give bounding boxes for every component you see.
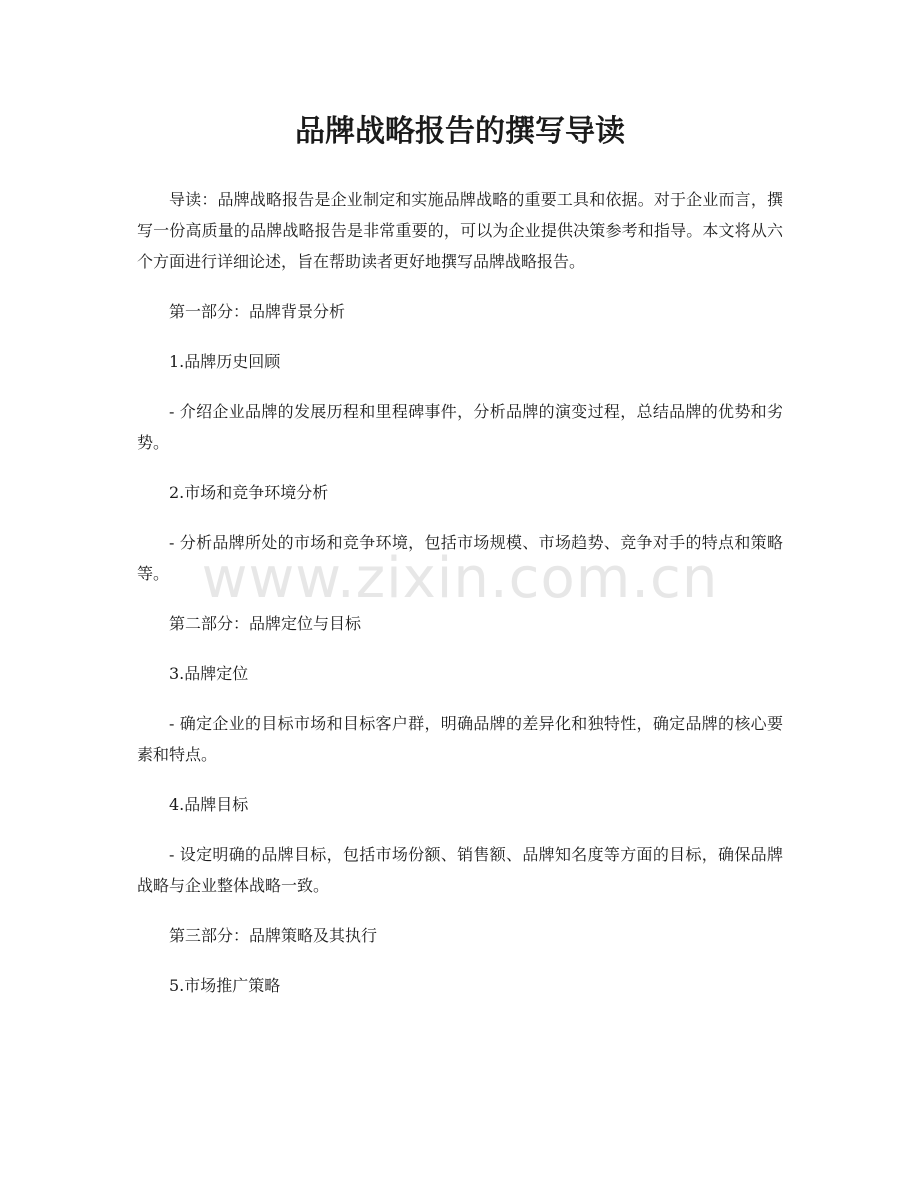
subheading-brand-positioning: 3.品牌定位: [169, 664, 249, 683]
section-heading-part-1: 第一部分：品牌背景分析: [169, 302, 346, 321]
document-title: 品牌战略报告的撰写导读: [295, 114, 625, 149]
document-body: [137, 184, 783, 1020]
paragraph-brand-goals: - 设定明确的品牌目标，包括市场份额、销售额、品牌知名度等方面的目标，确保品牌战略与企业整体战略一致。: [137, 845, 783, 895]
section-heading-part-3: 第三部分：品牌策略及其执行: [169, 926, 378, 945]
watermark: www.zixin.com.cn: [201, 546, 719, 611]
section-heading-part-2: 第二部分：品牌定位与目标: [169, 614, 362, 633]
subheading-market-competition: 2.市场和竞争环境分析: [169, 483, 329, 502]
paragraph-brand-history: - 介绍企业品牌的发展历程和里程碑事件，分析品牌的演变过程，总结品牌的优势和劣势。: [137, 402, 783, 452]
subheading-marketing-strategy: 5.市场推广策略: [169, 976, 281, 995]
paragraph-brand-positioning: - 确定企业的目标市场和目标客户群，明确品牌的差异化和独特性，确定品牌的核心要素和特点。: [137, 714, 783, 764]
subheading-brand-history: 1.品牌历史回顾: [169, 352, 281, 371]
subheading-brand-goals: 4.品牌目标: [169, 795, 249, 814]
paragraph-market-competition: - 分析品牌所处的市场和竞争环境，包括市场规模、市场趋势、竞争对手的特点和策略等。: [137, 533, 783, 583]
intro-paragraph: 导读：品牌战略报告是企业制定和实施品牌战略的重要工具和依据。对于企业而言，撰写一份高质量的品牌战略报告是非常重要的，可以为企业提供决策参考和指导。本文将从六个方面进行详细论述，旨在帮助读者更好地撰写品牌战略报告。: [137, 190, 783, 271]
